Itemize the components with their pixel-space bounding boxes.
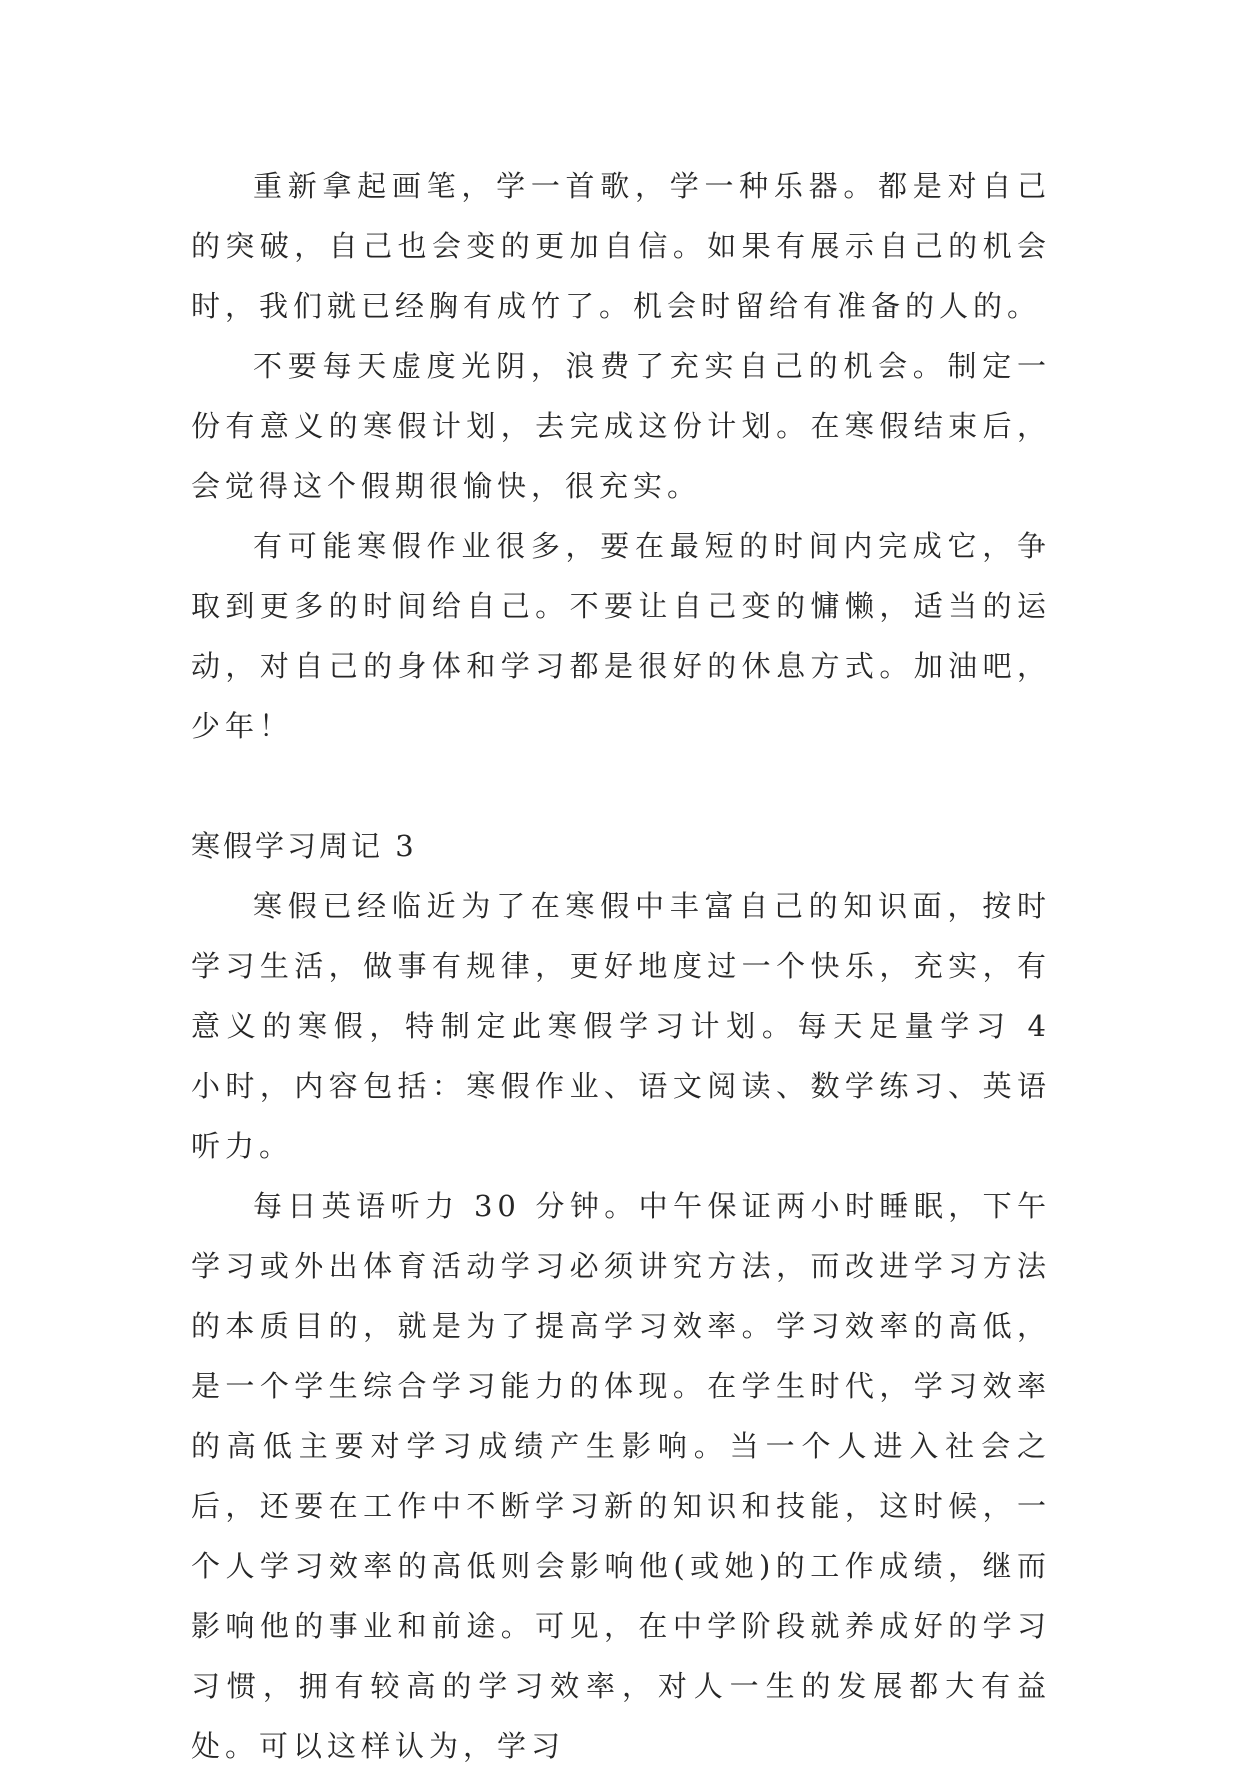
paragraph-2: 不要每天虚度光阴，浪费了充实自己的机会。制定一份有意义的寒假计划，去完成这份计划。在寒假结束后，会觉得这个假期很愉快，很充实。	[191, 349, 1051, 503]
paragraph-4: 寒假已经临近为了在寒假中丰富自己的知识面，按时学习生活，做事有规律，更好地度过一个快乐，充实，有意义的寒假，特制定此寒假学习计划。每天足量学习 4 小时，内容包括：寒假作业、语文阅读、数学练习、英语听力。	[191, 889, 1051, 1163]
document-body	[191, 156, 1051, 1776]
section-heading: 寒假学习周记 3	[191, 829, 417, 863]
paragraph-5: 每日英语听力 30 分钟。中午保证两小时睡眠，下午学习或外出体育活动学习必须讲究方法，而改进学习方法的本质目的，就是为了提高学习效率。学习效率的高低，是一个学生综合学习能力的体现。在学生时代，学习效率的高低主要对学习成绩产生影响。当一个人进入社会之后，还要在工作中不断学习新的知识和技能，这时候，一个人学习效率的高低则会影响他(或她)的工作成绩，继而影响他的事业和前途。可见，在中学阶段就养成好的学习习惯，拥有较高的学习效率，对人一生的发展都大有益处。可以这样认为，学习	[191, 1189, 1051, 1763]
paragraph-1: 重新拿起画笔，学一首歌，学一种乐器。都是对自己的突破，自己也会变的更加自信。如果有展示自己的机会时，我们就已经胸有成竹了。机会时留给有准备的人的。	[191, 169, 1051, 323]
paragraph-3: 有可能寒假作业很多，要在最短的时间内完成它，争取到更多的时间给自己。不要让自己变的慵懒，适当的运动，对自己的身体和学习都是很好的休息方式。加油吧，少年！	[191, 529, 1051, 743]
